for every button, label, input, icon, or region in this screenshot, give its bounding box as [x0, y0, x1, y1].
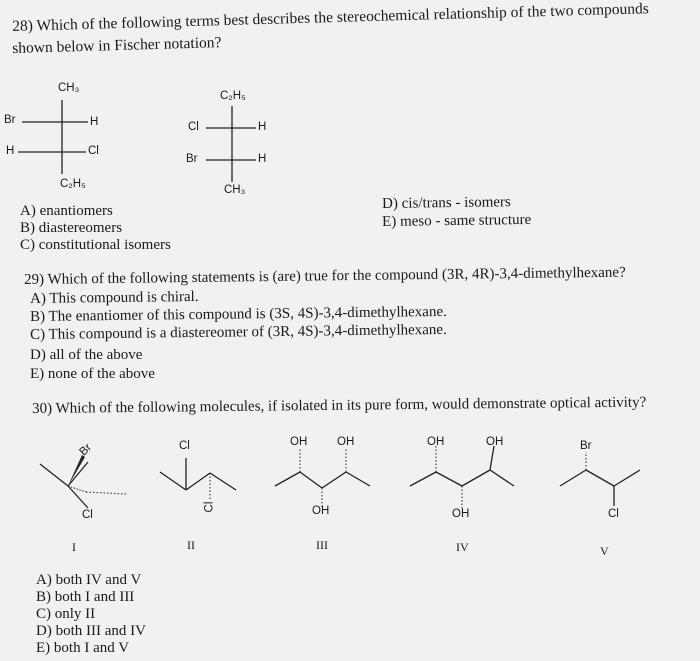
q28-stem-line2: shown below in Fischer notation?	[12, 34, 222, 57]
q29-option-a: A) This compound is chiral.	[30, 288, 199, 307]
q30-option-d: D) both III and IV	[36, 623, 146, 639]
molecule-5-skeleton	[560, 452, 640, 506]
q28-option-b: B) diastereomers	[20, 220, 123, 236]
molecule-2-cl-top-label: Cl	[179, 440, 190, 452]
q29-option-d: D) all of the above	[30, 347, 143, 363]
fischer2-row1-right: H	[258, 121, 267, 133]
q30-option-b: B) both I and III	[36, 589, 135, 605]
molecule-5-br-label: Br	[580, 440, 592, 452]
q29-option-b: B) The enantiomer of this compound is (3S, 4S)-3,4-dimethylhexane.	[30, 303, 447, 325]
molecule-label-i: I	[72, 540, 76, 554]
q29-stem: 29) Which of the following statements is (are) true for the compound (3R, 4R)-3,4-dimethylhexane?	[24, 264, 626, 288]
fischer1-bottom-group: C₂H₅	[60, 178, 86, 190]
fischer1-row1-left: Br	[4, 114, 16, 126]
molecule-3-oh-label-1: OH	[290, 436, 308, 448]
fischer1-top-group: CH₃	[58, 82, 80, 94]
molecule-3-oh-label-3: OH	[312, 505, 330, 517]
molecule-label-v: V	[600, 544, 609, 558]
fischer1-row2-right: Cl	[88, 145, 99, 157]
q29-option-e: E) none of the above	[30, 366, 155, 382]
q29-option-c: C) This compound is a diastereomer of (3R, 4S)-3,4-dimethylhexane.	[30, 321, 447, 343]
molecule-label-iv: IV	[456, 540, 469, 554]
fischer2-bottom-group: CH₃	[224, 184, 246, 196]
molecule-1-skeleton	[40, 455, 126, 508]
q30-option-c: C) only II	[36, 606, 96, 622]
molecule-label-ii: II	[187, 538, 195, 552]
q28-option-c: C) constitutional isomers	[20, 237, 171, 253]
molecule-3-skeleton	[275, 448, 370, 508]
molecule-label-iii: III	[316, 538, 328, 552]
molecule-4-oh-label-2: OH	[486, 436, 504, 448]
molecule-2-skeleton	[160, 458, 236, 500]
molecule-4-oh-label-1: OH	[427, 436, 445, 448]
fischer2-row2-left: Br	[186, 153, 198, 165]
molecule-5-cl-label: Cl	[608, 508, 619, 520]
q28-option-a: A) enantiomers	[20, 203, 113, 219]
q28-option-e: E) meso - same structure	[382, 211, 532, 230]
fischer2-row1-left: Cl	[188, 121, 199, 133]
molecule-3-oh-label-2: OH	[337, 436, 355, 448]
molecule-4-oh-label-3: OH	[452, 508, 470, 520]
q30-option-a: A) both IV and V	[36, 572, 142, 588]
molecule-1-br-label: Br	[77, 441, 95, 459]
fischer2-row2-right: H	[258, 153, 267, 165]
q28-option-d: D) cis/trans - isomers	[382, 194, 511, 212]
fischer2-top-group: C₂H₅	[220, 90, 246, 102]
q30-option-e: E) both I and V	[36, 640, 130, 656]
molecule-2-cl-bottom-label: Cl	[203, 501, 216, 513]
fischer1-row2-left: H	[6, 145, 15, 157]
molecule-4-skeleton	[410, 446, 514, 510]
fischer1-row1-right: H	[90, 116, 99, 128]
q28-stem-line1: 28) Which of the following terms best describes the stereochemical relationship of the two compounds	[12, 0, 650, 35]
molecule-1-cl-label: Cl	[82, 509, 93, 521]
q30-stem: 30) Which of the following molecules, if isolated in its pure form, would demonstrate optical activity?	[32, 394, 647, 417]
